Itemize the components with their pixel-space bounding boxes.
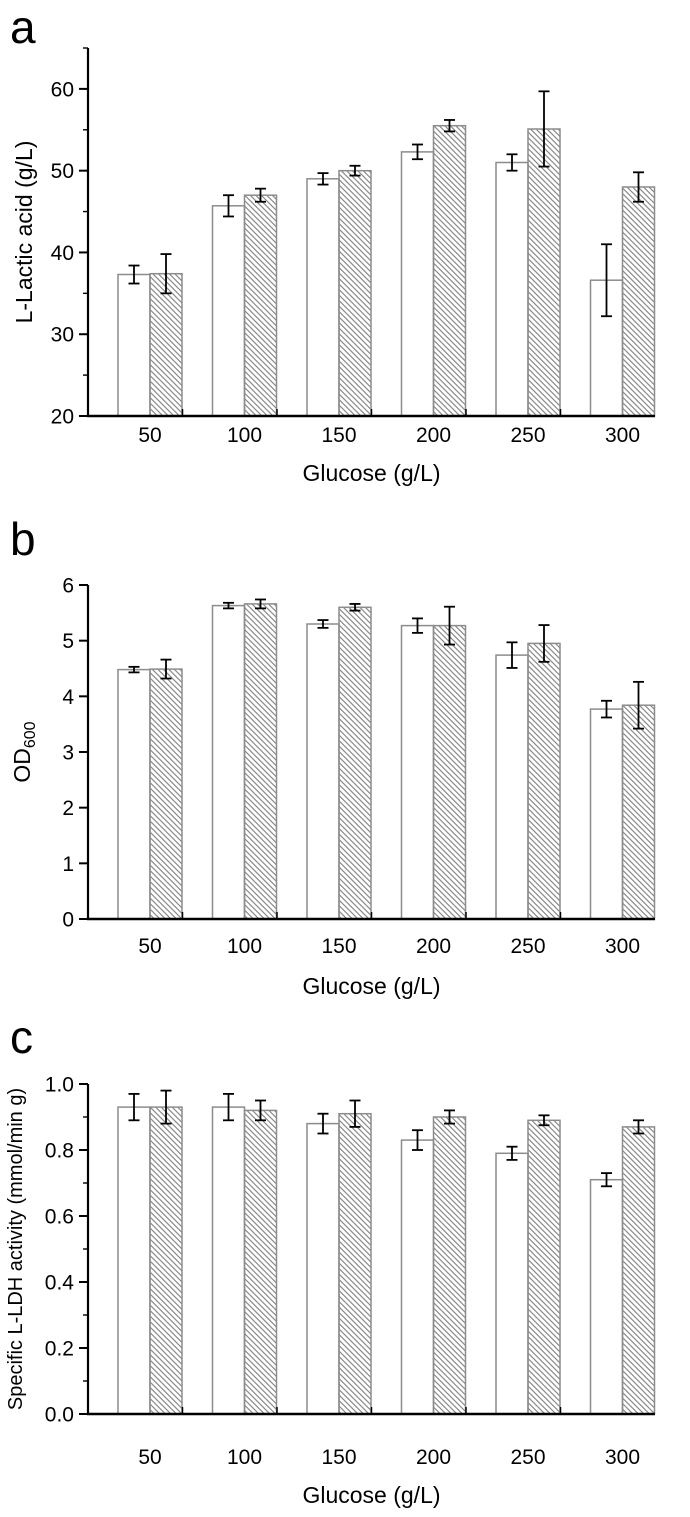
bar-250-open-bar [496, 655, 528, 919]
x-tick-label: 150 [321, 935, 357, 958]
x-tick-label: 300 [604, 424, 641, 447]
panel-a-chart [0, 0, 690, 506]
x-axis-title: Glucose (g/L) [302, 460, 441, 486]
bar-250-hatched-bar [528, 643, 560, 919]
y-tick-label: 30 [50, 323, 74, 347]
bar-150-hatched-bar [339, 171, 371, 416]
y-tick-label: 0.0 [44, 1403, 74, 1427]
y-tick-label: 6 [62, 574, 74, 598]
panel-b-chart [0, 506, 690, 1012]
bar-200-open-bar [402, 1140, 434, 1414]
panel-letter-b: b [10, 513, 36, 565]
x-tick-label: 150 [321, 424, 357, 447]
panel-c-chart [0, 1012, 690, 1517]
x-tick-label: 100 [226, 424, 263, 447]
y-tick-label: 40 [50, 241, 74, 265]
y-tick-label: 5 [62, 630, 74, 654]
x-axis-title: Glucose (g/L) [302, 973, 441, 999]
x-tick-label: 200 [415, 1446, 452, 1469]
x-tick-label: 200 [415, 935, 452, 958]
bar-200-hatched-bar [434, 1117, 466, 1414]
y-tick-label: 50 [50, 160, 74, 184]
bar-300-hatched-bar [623, 1127, 655, 1414]
bar-150-open-bar [307, 624, 339, 919]
bar-100-hatched-bar [245, 1110, 277, 1414]
bar-300-hatched-bar [623, 187, 655, 416]
y-tick-label: 4 [62, 685, 74, 709]
y-tick-label: 60 [50, 78, 74, 102]
bar-150-hatched-bar [339, 607, 371, 919]
bar-100-open-bar [213, 206, 245, 416]
x-tick-label: 100 [226, 935, 263, 958]
y-tick-label: 1 [62, 852, 74, 876]
panel-c [0, 1012, 690, 1517]
y-axis-title: L-Lactic acid (g/L) [11, 140, 37, 324]
y-tick-label: 0.8 [44, 1139, 74, 1163]
bar-200-open-bar [402, 152, 434, 416]
panel-b [0, 506, 690, 1012]
bar-100-open-bar [213, 606, 245, 919]
bar-100-hatched-bar [245, 195, 277, 416]
bar-150-hatched-bar [339, 1114, 371, 1414]
x-tick-label: 50 [138, 424, 162, 447]
y-axis-title: Specific L-LDH activity (mmol/min g) [5, 1087, 27, 1411]
x-tick-label: 300 [604, 1446, 641, 1469]
y-tick-label: 0.2 [44, 1337, 74, 1361]
bar-200-hatched-bar [434, 126, 466, 416]
x-tick-label: 150 [321, 1446, 357, 1469]
bar-50-hatched-bar [150, 274, 182, 416]
bar-50-open-bar [118, 275, 150, 417]
panel-a [0, 0, 690, 506]
bar-50-open-bar [118, 1107, 150, 1414]
x-tick-label: 300 [604, 935, 641, 958]
bar-50-hatched-bar [150, 1107, 182, 1414]
bar-200-open-bar [402, 626, 434, 919]
bar-250-hatched-bar [528, 1120, 560, 1414]
x-tick-label: 100 [226, 1446, 263, 1469]
y-tick-label: 20 [50, 405, 74, 429]
y-axis-title: $OD_{600}$ [9, 721, 39, 783]
x-tick-label: 250 [510, 935, 546, 958]
x-tick-label: 200 [415, 424, 452, 447]
bar-300-hatched-bar [623, 705, 655, 919]
x-axis-title: Glucose (g/L) [302, 1482, 441, 1508]
bar-250-open-bar [496, 163, 528, 417]
bar-50-open-bar [118, 670, 150, 919]
bar-150-open-bar [307, 1124, 339, 1414]
bar-250-open-bar [496, 1153, 528, 1414]
x-tick-label: 250 [510, 424, 546, 447]
y-tick-label: 3 [62, 741, 74, 765]
bar-300-open-bar [591, 709, 623, 919]
bar-50-hatched-bar [150, 669, 182, 919]
bar-300-open-bar [591, 1180, 623, 1414]
x-tick-label: 250 [510, 1446, 546, 1469]
y-tick-label: 2 [62, 797, 74, 821]
y-tick-label: 0.6 [44, 1205, 74, 1229]
y-tick-label: 0.4 [44, 1271, 74, 1295]
x-tick-label: 50 [138, 935, 162, 958]
bar-200-hatched-bar [434, 626, 466, 919]
panel-letter-c: c [10, 1012, 33, 1063]
bar-100-open-bar [213, 1107, 245, 1414]
bar-150-open-bar [307, 179, 339, 416]
bar-250-hatched-bar [528, 129, 560, 416]
y-tick-label: 1.0 [44, 1073, 74, 1097]
x-tick-label: 50 [138, 1446, 162, 1469]
bar-100-hatched-bar [245, 604, 277, 919]
y-tick-label: 0 [62, 908, 74, 932]
panel-letter-a: a [10, 1, 36, 53]
